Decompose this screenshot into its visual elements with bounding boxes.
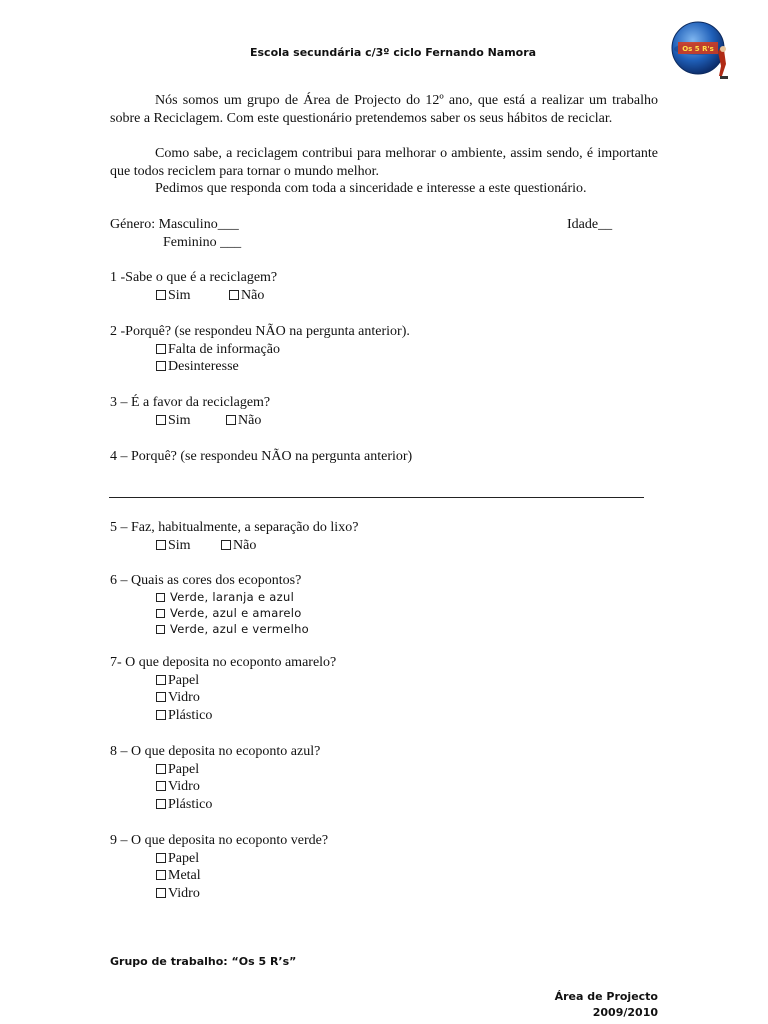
q9-option-2[interactable]: Metal [156, 867, 201, 884]
checkbox-icon[interactable] [156, 710, 166, 720]
q1-option-nao[interactable]: Não [229, 287, 264, 304]
q6-option-1[interactable]: Verde, laranja e azul [156, 589, 294, 605]
q3-option-sim[interactable]: Sim [156, 412, 191, 429]
school-header: Escola secundária c/3º ciclo Fernando Namora [250, 46, 537, 59]
q6-option-3[interactable]: Verde, azul e vermelho [156, 621, 309, 637]
footer-year: 2009/2010 [592, 1006, 658, 1019]
q2-option-1[interactable]: Falta de informação [156, 341, 280, 358]
q9-option-1[interactable]: Papel [156, 850, 199, 867]
question-9: 9 – O que deposita no ecoponto verde? [110, 833, 329, 848]
checkbox-icon[interactable] [156, 540, 166, 550]
q6-option-2[interactable]: Verde, azul e amarelo [156, 605, 302, 621]
gender-male-field[interactable]: Género: Masculino___ [110, 217, 239, 232]
q5-option-sim[interactable]: Sim [156, 537, 191, 554]
intro-paragraph-1: Nós somos um grupo de Área de Projecto do 12º ano, que está a realizar um trabalho sobre a Reciclagem. Com este questionário pretendemos saber os seus hábitos de reciclar. [110, 93, 658, 126]
question-7: 7- O que deposita no ecoponto amarelo? [110, 655, 337, 670]
globe-logo-icon [668, 16, 740, 86]
checkbox-icon[interactable] [156, 593, 165, 602]
checkbox-icon[interactable] [156, 415, 166, 425]
question-1: 1 -Sabe o que é a reciclagem? [110, 270, 278, 285]
q7-option-2[interactable]: Vidro [156, 689, 200, 706]
question-3: 3 – É a favor da reciclagem? [110, 395, 271, 410]
q8-option-2[interactable]: Vidro [156, 778, 200, 795]
checkbox-icon[interactable] [221, 540, 231, 550]
svg-text:Os 5 R's: Os 5 R's [682, 45, 714, 53]
question-6: 6 – Quais as cores dos ecopontos? [110, 573, 302, 588]
q4-answer-line[interactable] [109, 497, 644, 498]
checkbox-icon[interactable] [156, 344, 166, 354]
checkbox-icon[interactable] [156, 781, 166, 791]
q7-option-1[interactable]: Papel [156, 672, 199, 689]
checkbox-icon[interactable] [156, 609, 165, 618]
checkbox-icon[interactable] [156, 290, 166, 300]
checkbox-icon[interactable] [156, 764, 166, 774]
q9-option-3[interactable]: Vidro [156, 885, 200, 902]
gender-female-field[interactable]: Feminino ___ [163, 235, 242, 250]
checkbox-icon[interactable] [156, 361, 166, 371]
intro-paragraph-3: Pedimos que responda com toda a sinceridade e interesse a este questionário. [155, 181, 587, 196]
question-4: 4 – Porquê? (se respondeu NÃO na pergunta anterior) [110, 449, 413, 464]
checkbox-icon[interactable] [156, 888, 166, 898]
checkbox-icon[interactable] [156, 870, 166, 880]
q1-option-sim[interactable]: Sim [156, 287, 191, 304]
question-8: 8 – O que deposita no ecoponto azul? [110, 744, 321, 759]
intro-paragraph-2: Como sabe, a reciclagem contribui para melhorar o ambiente, assim sendo, é importante que todos reciclem para tornar o mundo melhor. [110, 146, 658, 179]
checkbox-icon[interactable] [156, 625, 165, 634]
q2-option-2[interactable]: Desinteresse [156, 358, 239, 375]
q7-option-3[interactable]: Plástico [156, 707, 212, 724]
checkbox-icon[interactable] [229, 290, 239, 300]
checkbox-icon[interactable] [156, 853, 166, 863]
q5-option-nao[interactable]: Não [221, 537, 256, 554]
q3-option-nao[interactable]: Não [226, 412, 261, 429]
checkbox-icon[interactable] [156, 799, 166, 809]
question-5: 5 – Faz, habitualmente, a separação do lixo? [110, 520, 359, 535]
footer-subject: Área de Projecto [554, 990, 658, 1003]
q8-option-1[interactable]: Papel [156, 761, 199, 778]
checkbox-icon[interactable] [226, 415, 236, 425]
logo [668, 16, 740, 86]
q8-option-3[interactable]: Plástico [156, 796, 212, 813]
age-field[interactable]: Idade__ [567, 217, 613, 232]
checkbox-icon[interactable] [156, 692, 166, 702]
question-2: 2 -Porquê? (se respondeu NÃO na pergunta anterior). [110, 324, 410, 339]
checkbox-icon[interactable] [156, 675, 166, 685]
footer-group: Grupo de trabalho: “Os 5 R’s” [110, 955, 297, 968]
